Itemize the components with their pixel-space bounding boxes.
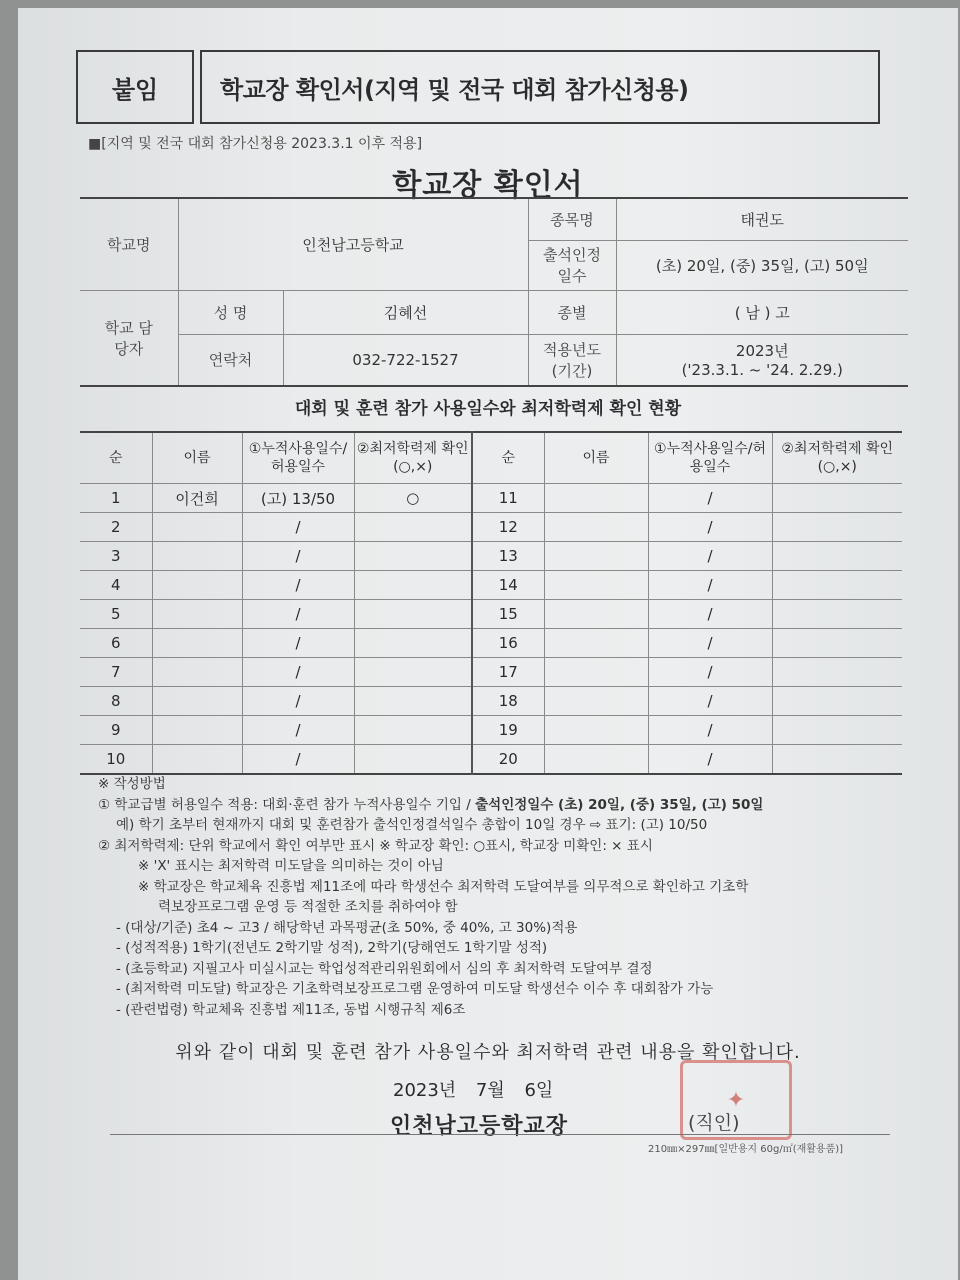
section-title: 대회 및 훈련 참가 사용일수와 최저학력제 확인 현황: [294, 399, 682, 419]
manager-label: 학교 담당자: [80, 290, 178, 386]
row-name: [152, 542, 242, 571]
notes: [98, 774, 763, 1020]
table-row: [80, 745, 902, 775]
row-check: [354, 658, 472, 687]
confirm-statement: 위와 같이 대회 및 훈련 참가 사용일수와 최저학력 관련 내용을 확인합니다.: [175, 1042, 801, 1063]
row-name: [152, 629, 242, 658]
row-no: 10: [80, 745, 152, 775]
row-name-right: [544, 484, 648, 513]
row-check-right: [772, 571, 902, 600]
status-table: [80, 431, 902, 775]
row-days: /: [242, 513, 354, 542]
row-days: /: [242, 600, 354, 629]
row-days: /: [242, 571, 354, 600]
row-days: /: [242, 687, 354, 716]
row-check-right: [772, 513, 902, 542]
attendance-value: (초) 20일, (중) 35일, (고) 50일: [616, 240, 908, 290]
note-6: - (성적적용) 1학기(전년도 2학기말 성적), 2학기(당해연도 1학기말 성적): [116, 940, 548, 956]
row-name: [152, 658, 242, 687]
year-label: 적용년도 (기간): [528, 334, 616, 386]
row-days-right: /: [648, 484, 772, 513]
row-no-right: 11: [472, 484, 544, 513]
note-9: - (관련법령) 학교체육 진흥법 제11조, 동법 시행규칙 제6조: [116, 1001, 466, 1018]
row-name-right: [544, 571, 648, 600]
row-days-right: /: [648, 716, 772, 745]
row-check: [354, 571, 472, 600]
note-8: - (최저학력 미도달) 학교장은 기초학력보장프로그램 운영하여 미도달 학생선수 이수 후 대회참가 가능: [116, 981, 714, 997]
col-name: 이름: [152, 432, 242, 484]
row-no-right: 19: [472, 716, 544, 745]
note-5: - (대상/기준) 초4 ~ 고3 / 해당학년 과목평균(초 50%, 중 40%, 고 30%)적용: [116, 919, 578, 936]
subtitle: ■[지역 및 전국 대회 참가신청용 2023.3.1 이후 적용]: [88, 136, 423, 152]
row-no-right: 15: [472, 600, 544, 629]
row-check: [354, 687, 472, 716]
note-2: ② 최저학력제: 단위 학교에서 확인 여부만 표시 ※ 학교장 확인: ○표시, 학교장 미확인: × 표시: [98, 837, 653, 854]
row-name: 이건희: [152, 484, 242, 513]
row-check: [354, 629, 472, 658]
row-no-right: 18: [472, 687, 544, 716]
row-name-right: [544, 687, 648, 716]
row-name: [152, 571, 242, 600]
row-name-right: [544, 542, 648, 571]
row-name: [152, 600, 242, 629]
row-check-right: [772, 542, 902, 571]
row-no: 1: [80, 484, 152, 513]
notes-heading: ※ 작성방법: [98, 776, 166, 792]
col-academic-right: ②최저학력제 확인(○,×): [772, 432, 902, 484]
issue-date: 2023년 7월 6일: [393, 1080, 554, 1101]
row-check-right: [772, 658, 902, 687]
header-title: 학교장 확인서(지역 및 전국 대회 참가신청용): [200, 50, 880, 124]
note-3: ※ 'X' 표시는 최저학력 미도달을 의미하는 것이 아님: [138, 858, 444, 874]
row-days-right: /: [648, 745, 772, 775]
row-no: 3: [80, 542, 152, 571]
note-7: - (초등학교) 지필고사 미실시교는 학업성적관리위원회에서 심의 후 최저학력 도달여부 결정: [116, 960, 653, 977]
principal-name: 인천남고등학교장: [390, 1114, 569, 1139]
attachment-label: 붙임: [76, 50, 194, 124]
row-no: 4: [80, 571, 152, 600]
school-seal-icon: ✦: [680, 1060, 792, 1140]
col-no: 순: [80, 432, 152, 484]
name-label: 성 명: [178, 290, 283, 334]
row-no-right: 17: [472, 658, 544, 687]
row-name: [152, 745, 242, 775]
row-no: 2: [80, 513, 152, 542]
col-days: ①누적사용일수/허용일수: [242, 432, 354, 484]
note-1-example: 예) 학기 초부터 현재까지 대회 및 훈련참가 출석인정결석일수 총합이 10일 경우 ⇨ 표기: (고) 10/50: [116, 817, 708, 833]
row-days-right: /: [648, 687, 772, 716]
row-name-right: [544, 658, 648, 687]
table-row: [80, 716, 902, 745]
row-days: /: [242, 658, 354, 687]
row-days: /: [242, 716, 354, 745]
event-label: 종목명: [528, 198, 616, 240]
row-check-right: [772, 484, 902, 513]
note-4-cont: 력보장프로그램 운영 등 적절한 조치를 취하여야 함: [158, 899, 458, 915]
seal-label: (직인): [688, 1112, 740, 1134]
table-row: [80, 571, 902, 600]
row-days-right: /: [648, 600, 772, 629]
row-check-right: [772, 629, 902, 658]
row-name-right: [544, 600, 648, 629]
row-days-right: /: [648, 658, 772, 687]
row-no: 8: [80, 687, 152, 716]
row-check: [354, 745, 472, 775]
row-check-right: [772, 745, 902, 775]
footer-rule: [110, 1134, 890, 1135]
table-row: [80, 513, 902, 542]
row-days: /: [242, 745, 354, 775]
main-title: 학교장 확인서: [392, 168, 584, 203]
note-4: ※ 학교장은 학교체육 진흥법 제11조에 따라 학생선수 최저학력 도달여부를 의무적으로 확인하고 기초학: [138, 878, 749, 895]
row-no-right: 20: [472, 745, 544, 775]
col-days-right: ①누적사용일수/허용일수: [648, 432, 772, 484]
table-row: [80, 687, 902, 716]
row-no-right: 12: [472, 513, 544, 542]
school-value: 인천남고등학교: [178, 198, 528, 290]
row-no-right: 16: [472, 629, 544, 658]
contact-label: 연락처: [178, 334, 283, 386]
row-check: [354, 513, 472, 542]
row-name-right: [544, 629, 648, 658]
row-name: [152, 687, 242, 716]
row-days-right: /: [648, 629, 772, 658]
row-days: /: [242, 629, 354, 658]
table-row: [80, 629, 902, 658]
event-value: 태권도: [616, 198, 908, 240]
table-row: [80, 658, 902, 687]
row-name-right: [544, 745, 648, 775]
row-days: (고) 13/50: [242, 484, 354, 513]
row-no: 6: [80, 629, 152, 658]
row-name-right: [544, 513, 648, 542]
row-name: [152, 716, 242, 745]
table-header-row: [80, 432, 902, 484]
note-1-text: ① 학교급별 허용일수 적용: 대회·훈련 참가 누적사용일수 기입 /: [98, 796, 476, 813]
contact-value: 032-722-1527: [283, 334, 528, 386]
col-name-right: 이름: [544, 432, 648, 484]
row-check-right: [772, 687, 902, 716]
gender-value: ( 남 ) 고: [616, 290, 908, 334]
gender-label: 종별: [528, 290, 616, 334]
row-days-right: /: [648, 513, 772, 542]
row-no-right: 14: [472, 571, 544, 600]
row-check: [354, 600, 472, 629]
row-check: ○: [354, 484, 472, 513]
row-check-right: [772, 716, 902, 745]
col-academic: ②최저학력제 확인(○,×): [354, 432, 472, 484]
row-days: /: [242, 542, 354, 571]
note-1-bold: 출석인정일수 (초) 20일, (중) 35일, (고) 50일: [475, 796, 764, 813]
document-sheet: [18, 8, 958, 1280]
table-row: [80, 484, 902, 513]
row-name: [152, 513, 242, 542]
period-value: ('23.3.1. ~ '24. 2.29.): [681, 361, 843, 380]
name-value: 김혜선: [283, 290, 528, 334]
school-label: 학교명: [80, 198, 178, 290]
table-row: [80, 600, 902, 629]
info-table: [80, 197, 908, 387]
row-check: [354, 716, 472, 745]
row-check-right: [772, 600, 902, 629]
row-no-right: 13: [472, 542, 544, 571]
row-days-right: /: [648, 571, 772, 600]
attendance-label: 출석인정 일수: [528, 240, 616, 290]
row-name-right: [544, 716, 648, 745]
col-no-right: 순: [472, 432, 544, 484]
row-no: 5: [80, 600, 152, 629]
year-cell: [616, 334, 908, 386]
table-row: [80, 542, 902, 571]
row-check: [354, 542, 472, 571]
note-1: [98, 795, 763, 816]
year-value: 2023년: [735, 342, 789, 361]
row-no: 9: [80, 716, 152, 745]
row-days-right: /: [648, 542, 772, 571]
paper-spec: 210㎜×297㎜[일반용지 60g/㎡(재활용품)]: [648, 1144, 844, 1155]
row-no: 7: [80, 658, 152, 687]
